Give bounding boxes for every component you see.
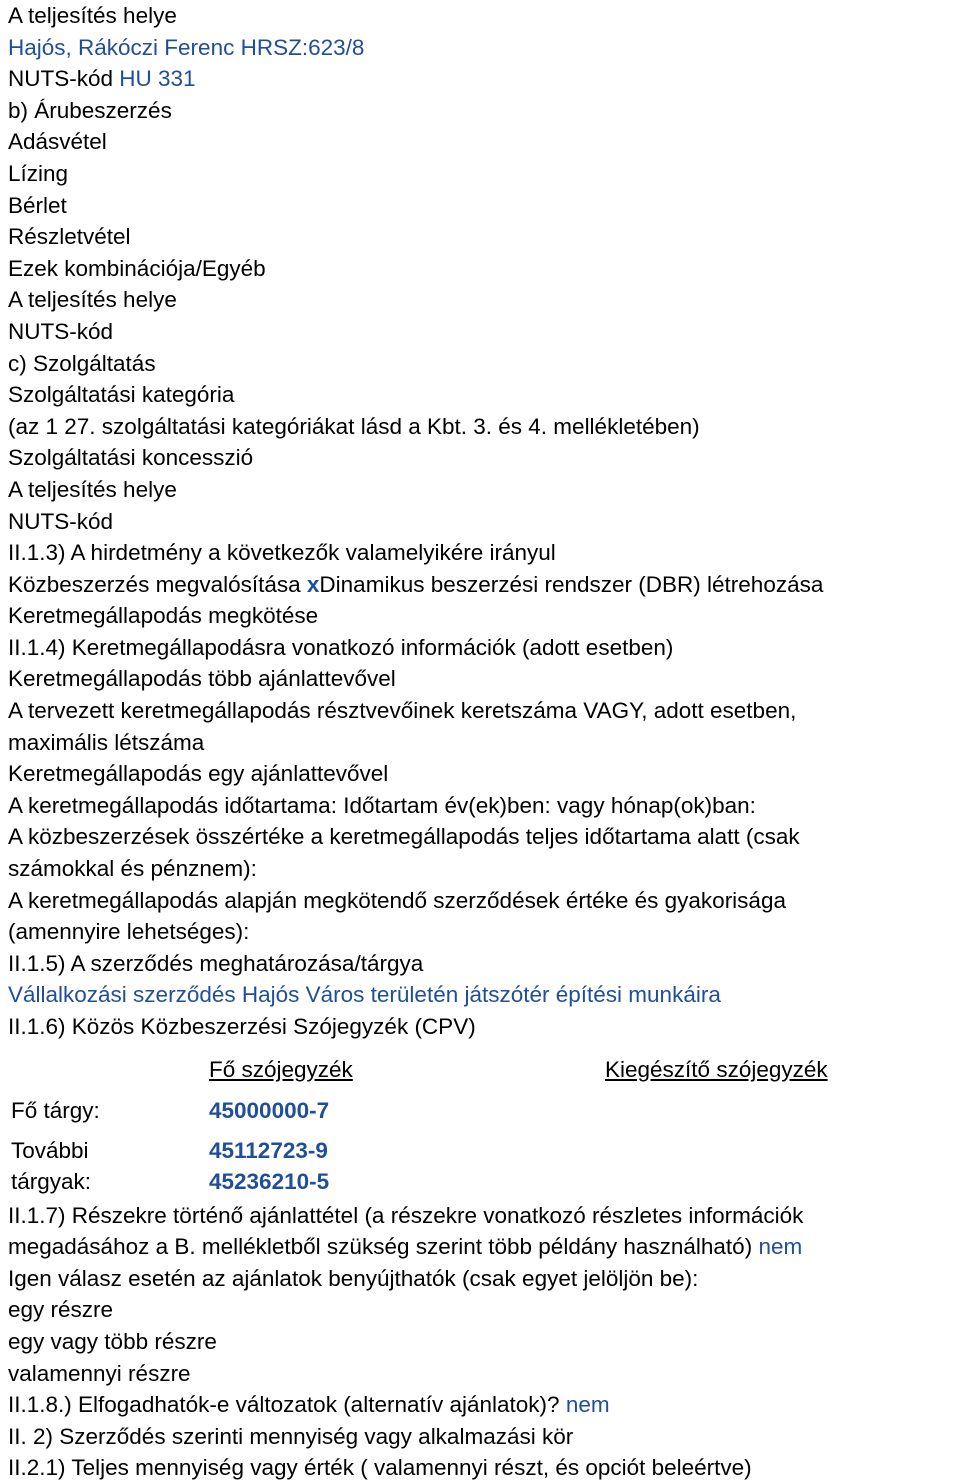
line-text: megadásához a B. mellékletből szükség szerint több példány használható) [8,1234,759,1260]
text-line [8,95,960,127]
line-text: Adásvétel [8,129,107,155]
selected-mark: x [306,571,320,597]
cpv-main-code: 45000000-7 [209,1097,330,1123]
line-text: A teljesítés helye [8,3,177,28]
document-section-bottom [8,1200,960,1484]
line-text: II.1.8.) Elfogadhatók-e változatok (alternatív ajánlatok)? [8,1392,566,1418]
text-line [8,758,960,790]
text-line [8,348,960,380]
text-line [8,190,960,222]
line-text: II.1.3) A hirdetmény a következők valamelyikére irányul [8,540,556,566]
cpv-other-label-2: tárgyak: [11,1168,92,1194]
text-line [8,411,960,443]
line-text: Keretmegállapodás több ajánlattevővel [8,666,396,692]
text-line [8,63,960,95]
line-text: II.1.4) Keretmegállapodásra vonatkozó információk (adott esetben) [8,634,674,660]
line-text: (az 1 27. szolgáltatási kategóriákat lásd a Kbt. 3. és 4. mellékletében) [8,413,700,439]
text-line [8,600,960,632]
field-value: nem [565,1392,610,1418]
text-line [8,158,960,190]
line-text: számokkal és pénznem): [8,856,257,882]
cpv-other-label-1: További [11,1137,89,1163]
text-line [8,32,960,64]
text-line [8,506,960,538]
line-text: Lízing [8,160,69,186]
text-line [8,537,960,569]
line-text: (amennyire lehetséges): [8,919,250,945]
line-text: II.2.1) Teljes mennyiség vagy érték ( valamennyi részt, és opciót beleértve) [8,1455,752,1481]
field-value: HU 331 [119,66,196,92]
line-text: egy vagy több részre [8,1328,217,1354]
line-text: II.1.6) Közös Közbeszerzési Szójegyzék (CPV) [8,1014,476,1039]
line-text: II.1.7) Részekre történő ajánlattétel (a részekre vonatkozó részletes információk [8,1202,804,1228]
line-text: b) Árubeszerzés [8,97,172,123]
text-line [8,979,960,1011]
text-line [8,474,960,506]
line-text: Bérlet [8,192,67,218]
line-text: valamennyi részre [8,1360,191,1386]
line-text: maximális létszáma [8,729,205,755]
line-text: NUTS-kód [8,508,114,534]
line-text: Szolgáltatási koncesszió [8,445,254,471]
text-line [8,221,960,253]
text-line [8,1294,960,1326]
line-text: NUTS-kód [8,66,120,92]
line-text: A teljesítés helye [8,287,177,313]
line-text: Ezek kombinációja/Egyéb [8,255,266,281]
text-line [8,632,960,664]
cpv-other-code-2: 45236210-5 [209,1168,330,1194]
text-line [8,0,960,32]
text-line [8,821,960,853]
document-section-top [8,0,960,1043]
text-line [8,1389,960,1421]
text-line [8,1421,960,1453]
line-text: Hajós, Rákóczi Ferenc HRSZ:623/8 [8,34,365,60]
line-text: Keretmegállapodás megkötése [8,603,319,629]
text-line [8,1326,960,1358]
cpv-supplementary-header: Kiegészítő szójegyzék [605,1056,828,1082]
line-text: c) Szolgáltatás [8,350,156,376]
line-text: A keretmegállapodás alapján megkötendő szerződések értéke és gyakorisága [8,887,786,913]
text-line [8,916,960,948]
line-text: A tervezett keretmegállapodás résztvevőinek keretszáma VAGY, adott esetben, [8,698,797,724]
text-line [8,1452,960,1484]
field-value: nem [758,1234,803,1260]
text-line [8,253,960,285]
text-line [8,695,960,727]
text-line [8,569,960,601]
line-text: Vállalkozási szerződés Hajós Város területén játszótér építési munkáira [8,982,721,1008]
cpv-main-label: Fő tárgy: [11,1097,100,1123]
document-body [8,0,960,1484]
text-line [8,126,960,158]
text-line [8,1011,960,1043]
line-text: Keretmegállapodás egy ajánlattevővel [8,761,389,787]
text-line [8,442,960,474]
text-line [8,727,960,759]
line-text: II.1.5) A szerződés meghatározása/tárgya [8,950,424,976]
line-text: A közbeszerzések összértéke a keretmegállapodás teljes időtartama alatt (csak [8,824,800,850]
text-line [8,379,960,411]
cpv-main-header: Fő szójegyzék [209,1056,353,1082]
line-text: Szolgáltatási kategória [8,382,235,408]
text-line [8,316,960,348]
line-text: Igen válasz esetén az ajánlatok benyújthatók (csak egyet jelöljön be): [8,1265,699,1291]
line-text: Közbeszerzés megvalósítása [8,571,307,597]
text-line [8,853,960,885]
text-line [8,948,960,980]
text-line [8,1263,960,1295]
line-text: A keretmegállapodás időtartama: Időtartam év(ek)ben: vagy hónap(ok)ban: [8,792,756,818]
text-line [8,1231,960,1263]
line-text: Részletvétel [8,224,131,250]
line-text: egy részre [8,1297,114,1323]
text-line [8,1200,960,1232]
line-text: A teljesítés helye [8,476,177,502]
text-line [8,790,960,822]
text-line [8,1358,960,1390]
text-line [8,284,960,316]
text-line [8,663,960,695]
cpv-other-code-1: 45112723-9 [209,1137,328,1163]
line-text: NUTS-kód [8,318,114,344]
text-line [8,885,960,917]
cpv-table [8,1043,960,1194]
line-text-rest: Dinamikus beszerzési rendszer (DBR) létrehozása [319,571,824,597]
line-text: II. 2) Szerződés szerinti mennyiség vagy alkalmazási kör [8,1423,574,1449]
